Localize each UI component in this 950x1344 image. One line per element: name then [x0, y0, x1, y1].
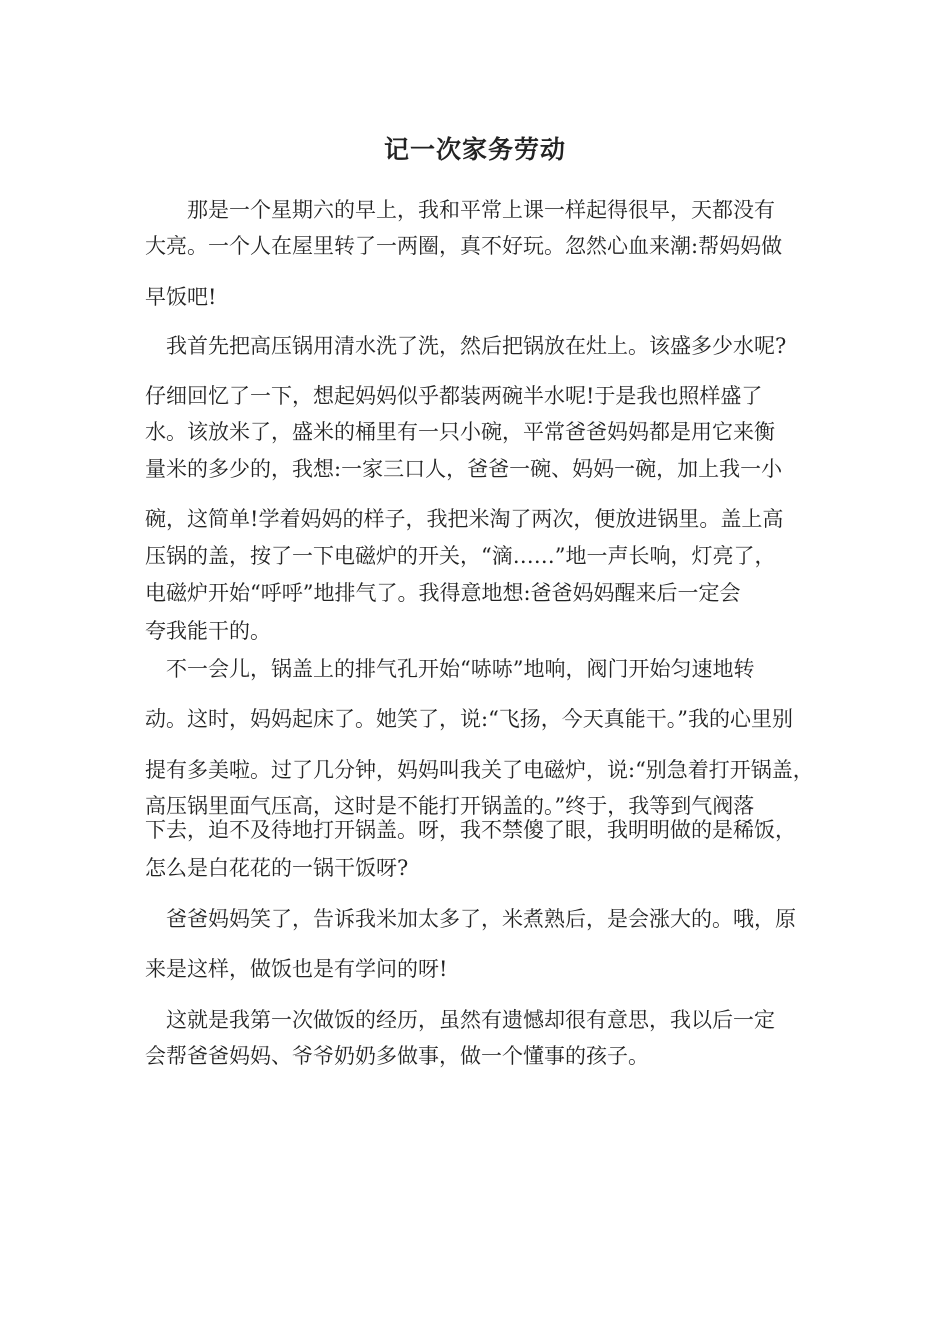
text-line: 不一会儿，锅盖上的排气孔开始“哧哧”地响，阀门开始匀速地转: [145, 657, 755, 681]
text-line: 量米的多少的，我想:一家三口人，爸爸一碗、妈妈一碗，加上我一小: [145, 457, 783, 481]
text-line: 高压锅里面气压高，这时是不能打开锅盖的。”终于，我等到气阀落: [145, 794, 755, 818]
text-line: 来是这样，做饭也是有学问的呀!: [145, 957, 448, 981]
document-title: 记一次家务劳动: [383, 135, 566, 164]
text-line: 提有多美啦。过了几分钟，妈妈叫我关了电磁炉，说:“别急着打开锅盖，: [145, 758, 814, 782]
text-line: 会帮爸爸妈妈、爷爷奶奶多做事，做一个懂事的孩子。: [145, 1044, 649, 1068]
text-line: 我首先把高压锅用清水洗了洗，然后把锅放在灶上。该盛多少水呢?: [145, 334, 787, 358]
text-line: 这就是我第一次做饭的经历，虽然有遗憾却很有意思，我以后一定: [145, 1008, 775, 1032]
text-line: 夸我能干的。: [145, 619, 271, 643]
text-line: 早饭吧!: [145, 285, 217, 309]
text-line: 碗，这简单!学着妈妈的样子，我把米淘了两次，便放进锅里。盖上高: [145, 507, 784, 531]
text-line: 压锅的盖，按了一下电磁炉的开关，“滴……”地一声长响，灯亮了，: [145, 544, 776, 568]
text-line: 仔细回忆了一下，想起妈妈似乎都装两碗半水呢!于是我也照样盛了: [145, 384, 763, 408]
text-line: 大亮。一个人在屋里转了一两圈，真不好玩。忽然心血来潮:帮妈妈做: [145, 234, 783, 258]
text-line: 下去，迫不及待地打开锅盖。呀，我不禁傻了眼，我明明做的是稀饭，: [145, 818, 796, 842]
text-line: 动。这时，妈妈起床了。她笑了，说:“飞扬，今天真能干。”我的心里别: [145, 707, 794, 731]
text-line: 电磁炉开始“呼呼”地排气了。我得意地想:爸爸妈妈醒来后一定会: [145, 581, 741, 605]
text-line: 那是一个星期六的早上，我和平常上课一样起得很早，天都没有: [145, 198, 775, 222]
text-line: 爸爸妈妈笑了，告诉我米加太多了，米煮熟后，是会涨大的。哦，原: [145, 907, 796, 931]
text-line: 水。该放米了，盛米的桶里有一只小碗，平常爸爸妈妈都是用它来衡: [145, 420, 775, 444]
text-line: 怎么是白花花的一锅干饭呀?: [145, 856, 409, 880]
